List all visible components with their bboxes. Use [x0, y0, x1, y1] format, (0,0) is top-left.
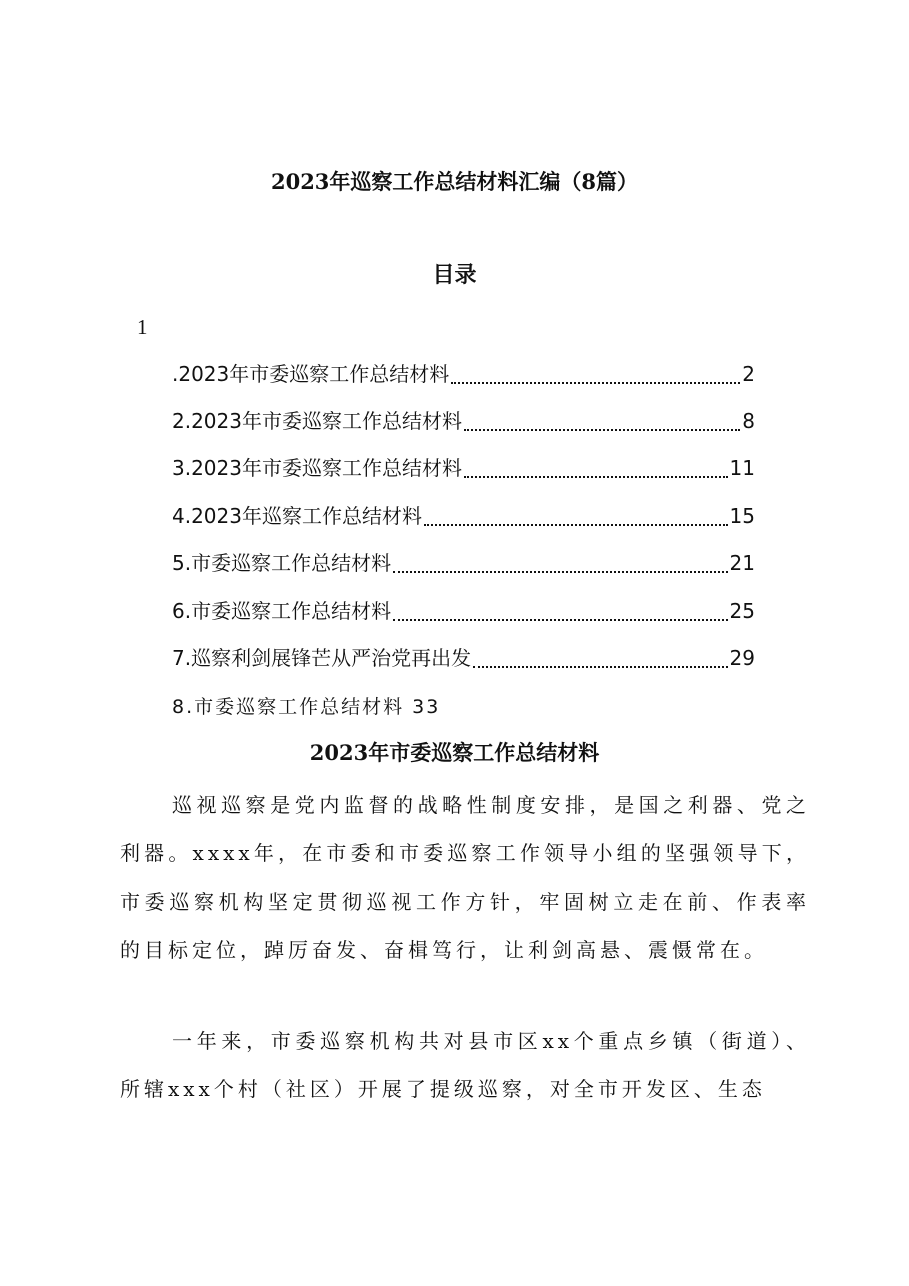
toc-entry-title: 2.2023年市委巡察工作总结材料 [172, 409, 462, 433]
toc-entry[interactable] [172, 404, 755, 438]
toc-leader-dots [464, 427, 740, 431]
toc-leader-dots [464, 474, 728, 478]
toc-leader-dots [473, 664, 727, 668]
toc-entry[interactable] [172, 546, 755, 580]
toc-entry-title: 4.2023年巡察工作总结材料 [172, 504, 422, 528]
toc-entry-title: .2023年市委巡察工作总结材料 [172, 362, 450, 386]
toc-leader-dots [393, 569, 727, 573]
toc-marker: 1 [137, 315, 148, 339]
body-paragraph: 一年来，市委巡察机构共对县市区xx个重点乡镇（街道）、所辖xxx个村（社区）开展了提级巡察，对全市开发区、生态 [120, 1029, 810, 1102]
toc-entry-page: 2 [742, 362, 755, 386]
toc-entry[interactable] [172, 594, 755, 628]
toc-entry-title: 3.2023年市委巡察工作总结材料 [172, 456, 462, 480]
toc-entry-page: 15 [729, 504, 755, 528]
toc-entry-title: 5.市委巡察工作总结材料 [172, 551, 392, 575]
toc-entry-last[interactable]: 8.市委巡察工作总结材料 33 [172, 696, 441, 718]
toc-entry-title: 6.市委巡察工作总结材料 [172, 599, 392, 623]
toc-leader-dots [424, 522, 728, 526]
body-paragraph: 巡视巡察是党内监督的战略性制度安排，是国之利器、党之利器。xxxx年，在市委和市委巡察工作领导小组的坚强领导下，市委巡察机构坚定贯彻巡视工作方针，牢固树立走在前、作表率的目标定位，踔厉奋发、奋楫笃行，让利剑高悬、震慑常在。 [120, 793, 810, 962]
toc-entry-page: 21 [729, 551, 755, 575]
toc-entry-page: 25 [729, 599, 755, 623]
toc-entry-page: 11 [729, 456, 755, 480]
toc-entry[interactable] [172, 641, 755, 675]
toc-entry[interactable] [172, 451, 755, 485]
toc-entry-page: 8 [742, 409, 755, 433]
toc-entry-page: 29 [729, 646, 755, 670]
toc-leader-dots [451, 380, 740, 384]
toc-entry-title: 7.巡察利剑展锋芒从严治党再出发 [172, 646, 472, 670]
toc-heading: 目录 [432, 262, 477, 288]
section-title: 2023年市委巡察工作总结材料 [309, 740, 600, 765]
document-title: 2023年巡察工作总结材料汇编（8篇） [270, 169, 639, 194]
toc-leader-dots [393, 617, 727, 621]
toc-entry[interactable] [172, 499, 755, 533]
toc-entry[interactable] [172, 357, 755, 391]
